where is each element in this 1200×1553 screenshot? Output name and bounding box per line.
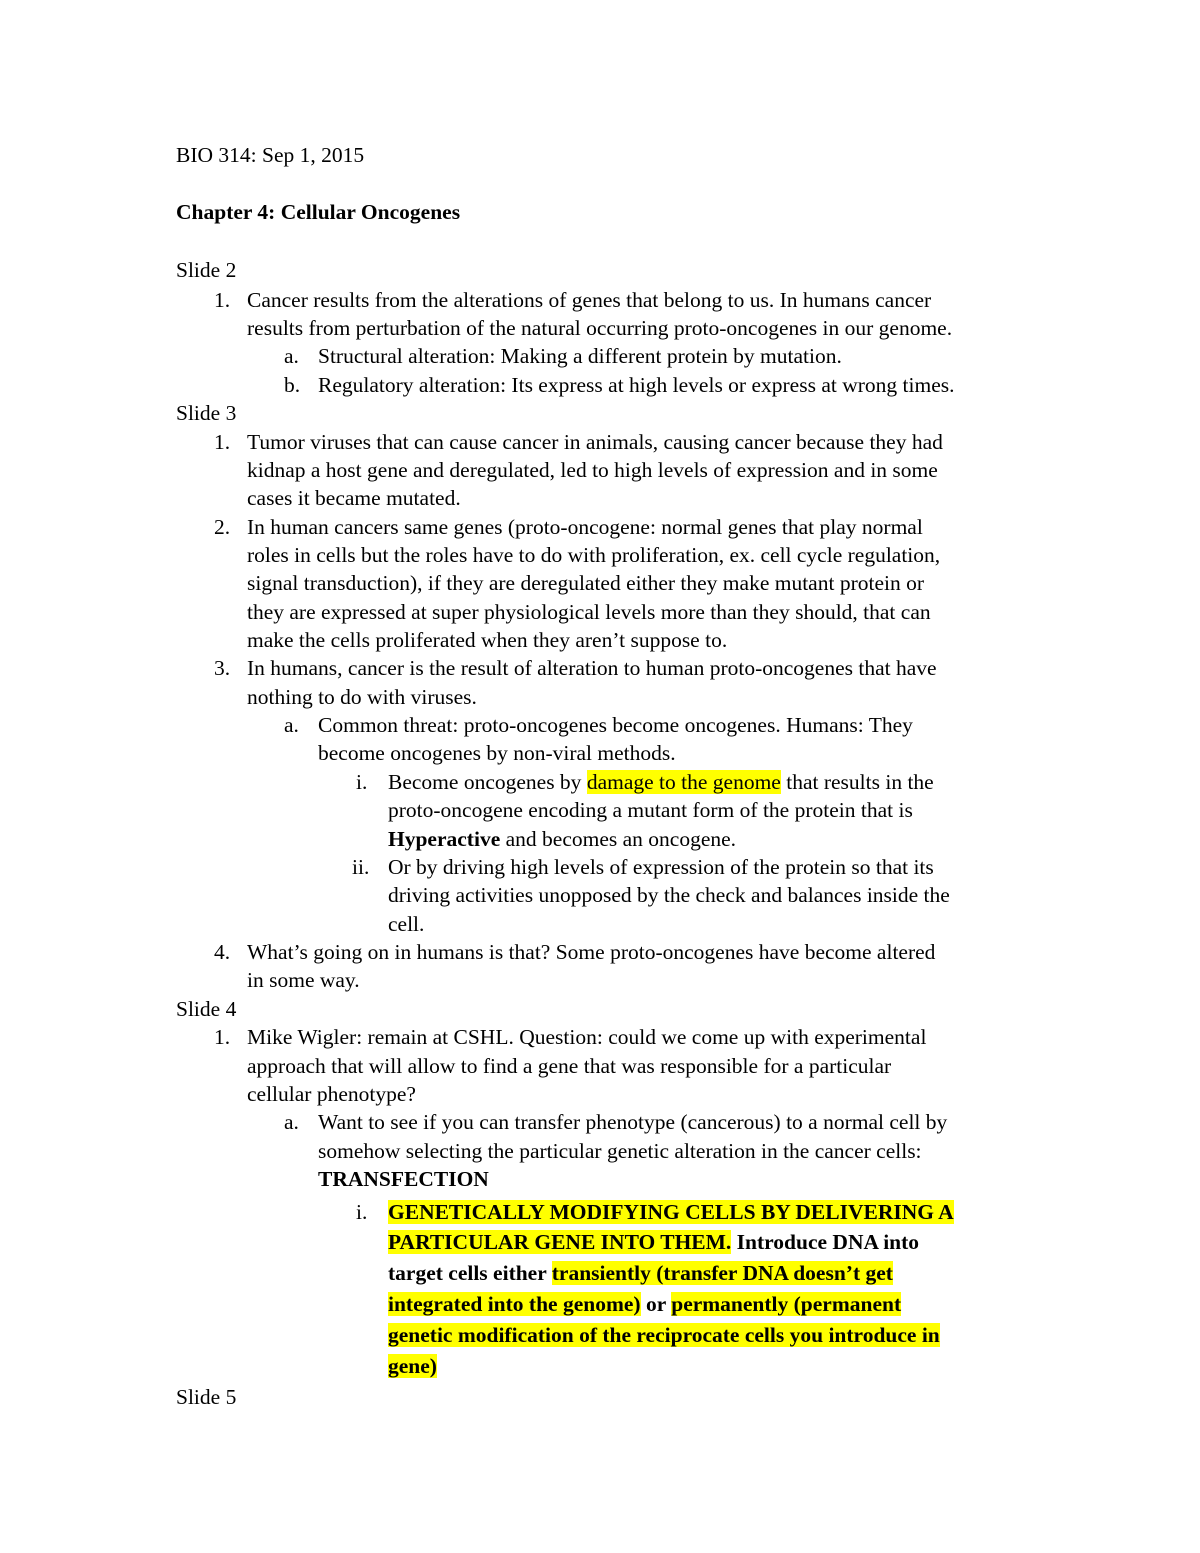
slide-3-item-1-line-1: Tumor viruses that can cause cancer in animals, causing cancer because they had xyxy=(247,430,943,454)
slide-4-item-1a-line-2: somehow selecting the particular genetic alteration in the cancer cells: xyxy=(318,1139,922,1163)
chapter-title: Chapter 4: Cellular Oncogenes xyxy=(176,200,461,224)
course-line: BIO 314: Sep 1, 2015 xyxy=(176,143,365,167)
text-run: Introduce DNA into xyxy=(731,1230,920,1254)
text-run: Become oncogenes by xyxy=(388,770,587,794)
slide-2-item-1-line-1: Cancer results from the alterations of genes that belong to us. In humans cancer xyxy=(247,288,932,312)
slide-3-item-3a-line-1: Common threat: proto-oncogenes become oncogenes. Humans: They xyxy=(318,713,913,737)
slide-3-item-3-line-1: In humans, cancer is the result of alteration to human proto-oncogenes that have xyxy=(247,656,937,680)
slide-4-item-1ai-line-6 xyxy=(388,1352,437,1380)
slide-4-item-1a-line-3: TRANSFECTION xyxy=(318,1167,489,1191)
slide-4-item-1ai-line-2 xyxy=(388,1228,919,1256)
slide-3-item-3ai-line-1 xyxy=(388,768,934,796)
slide-3-item-3ai-line-3 xyxy=(388,825,736,853)
slide-3-item-2-line-1: In human cancers same genes (proto-oncogene: normal genes that play normal xyxy=(247,515,923,539)
list-marker: 1. xyxy=(214,430,231,454)
highlighted-text: transiently (transfer DNA doesn’t get xyxy=(551,1261,893,1285)
slide-4-item-1a-line-1: Want to see if you can transfer phenotype (cancerous) to a normal cell by xyxy=(318,1110,948,1134)
slide-3-item-3aii-line-3: cell. xyxy=(388,912,425,936)
highlighted-text: gene) xyxy=(388,1354,437,1378)
highlighted-text: integrated into the genome) xyxy=(388,1292,641,1316)
slide-3-item-2-line-5: make the cells proliferated when they aren’t suppose to. xyxy=(247,628,728,652)
list-marker: a. xyxy=(284,713,299,737)
list-marker: 1. xyxy=(214,288,231,312)
slide-3-item-1-line-2: kidnap a host gene and deregulated, led to high levels of expression and in some xyxy=(247,458,938,482)
highlighted-text: GENETICALLY MODIFYING CELLS BY DELIVERING A xyxy=(388,1200,954,1224)
list-marker: i. xyxy=(356,1200,368,1224)
list-marker: 2. xyxy=(214,515,231,539)
slide-3-item-4-line-2: in some way. xyxy=(247,968,360,992)
list-marker: i. xyxy=(356,770,368,794)
slide-3-item-1-line-3: cases it became mutated. xyxy=(247,486,461,510)
slide-5-label: Slide 5 xyxy=(176,1385,237,1409)
slide-4-item-1-line-3: cellular phenotype? xyxy=(247,1082,416,1106)
slide-3-label: Slide 3 xyxy=(176,401,237,425)
list-marker: a. xyxy=(284,344,299,368)
slide-3-item-2-line-4: they are expressed at super physiological levels more than they should, that can xyxy=(247,600,931,624)
slide-2-label: Slide 2 xyxy=(176,258,237,282)
slide-4-item-1-line-1: Mike Wigler: remain at CSHL. Question: could we come up with experimental xyxy=(247,1025,927,1049)
highlighted-text: genetic modification of the reciprocate cells you introduce in xyxy=(388,1323,940,1347)
slide-3-item-3ai-line-2: proto-oncogene encoding a mutant form of the protein that is xyxy=(388,798,913,822)
highlighted-text: permanently (permanent xyxy=(671,1292,902,1316)
list-marker: ii. xyxy=(352,855,370,879)
slide-3-item-2-line-2: roles in cells but the roles have to do with proliferation, ex. cell cycle regulation, xyxy=(247,543,941,567)
slide-4-label: Slide 4 xyxy=(176,997,237,1021)
slide-2-item-1a: Structural alteration: Making a different protein by mutation. xyxy=(318,344,842,368)
text-run: or xyxy=(640,1292,672,1316)
text-run: and becomes an oncogene. xyxy=(500,827,737,851)
slide-4-item-1ai-line-4 xyxy=(388,1290,901,1318)
slide-3-item-3aii-line-2: driving activities unopposed by the check and balances inside the xyxy=(388,883,950,907)
slide-2-item-1b: Regulatory alteration: Its express at high levels or express at wrong times. xyxy=(318,373,955,397)
slide-4-item-1ai-line-1 xyxy=(388,1198,954,1226)
slide-4-item-1-line-2: approach that will allow to find a gene that was responsible for a particular xyxy=(247,1054,892,1078)
text-run: that results in the xyxy=(780,770,934,794)
slide-3-item-3a-line-2: become oncogenes by non-viral methods. xyxy=(318,741,676,765)
list-marker: b. xyxy=(284,373,301,397)
slide-3-item-4-line-1: What’s going on in humans is that? Some proto-oncogenes have become altered xyxy=(247,940,936,964)
bold-text: Hyperactive xyxy=(388,827,501,851)
highlighted-text: damage to the genome xyxy=(586,770,781,794)
text-run: target cells either xyxy=(388,1261,552,1285)
slide-4-item-1ai-line-3 xyxy=(388,1259,893,1287)
list-marker: a. xyxy=(284,1110,299,1134)
list-marker: 1. xyxy=(214,1025,231,1049)
list-marker: 4. xyxy=(214,940,231,964)
slide-3-item-3aii-line-1: Or by driving high levels of expression of the protein so that its xyxy=(388,855,934,879)
slide-3-item-3-line-2: nothing to do with viruses. xyxy=(247,685,477,709)
highlighted-text: PARTICULAR GENE INTO THEM. xyxy=(388,1230,732,1254)
slide-2-item-1-line-2: results from perturbation of the natural occurring proto-oncogenes in our genome. xyxy=(247,316,953,340)
list-marker: 3. xyxy=(214,656,231,680)
slide-3-item-2-line-3: signal transduction), if they are deregulated either they make mutant protein or xyxy=(247,571,925,595)
slide-4-item-1ai-line-5 xyxy=(388,1321,940,1349)
